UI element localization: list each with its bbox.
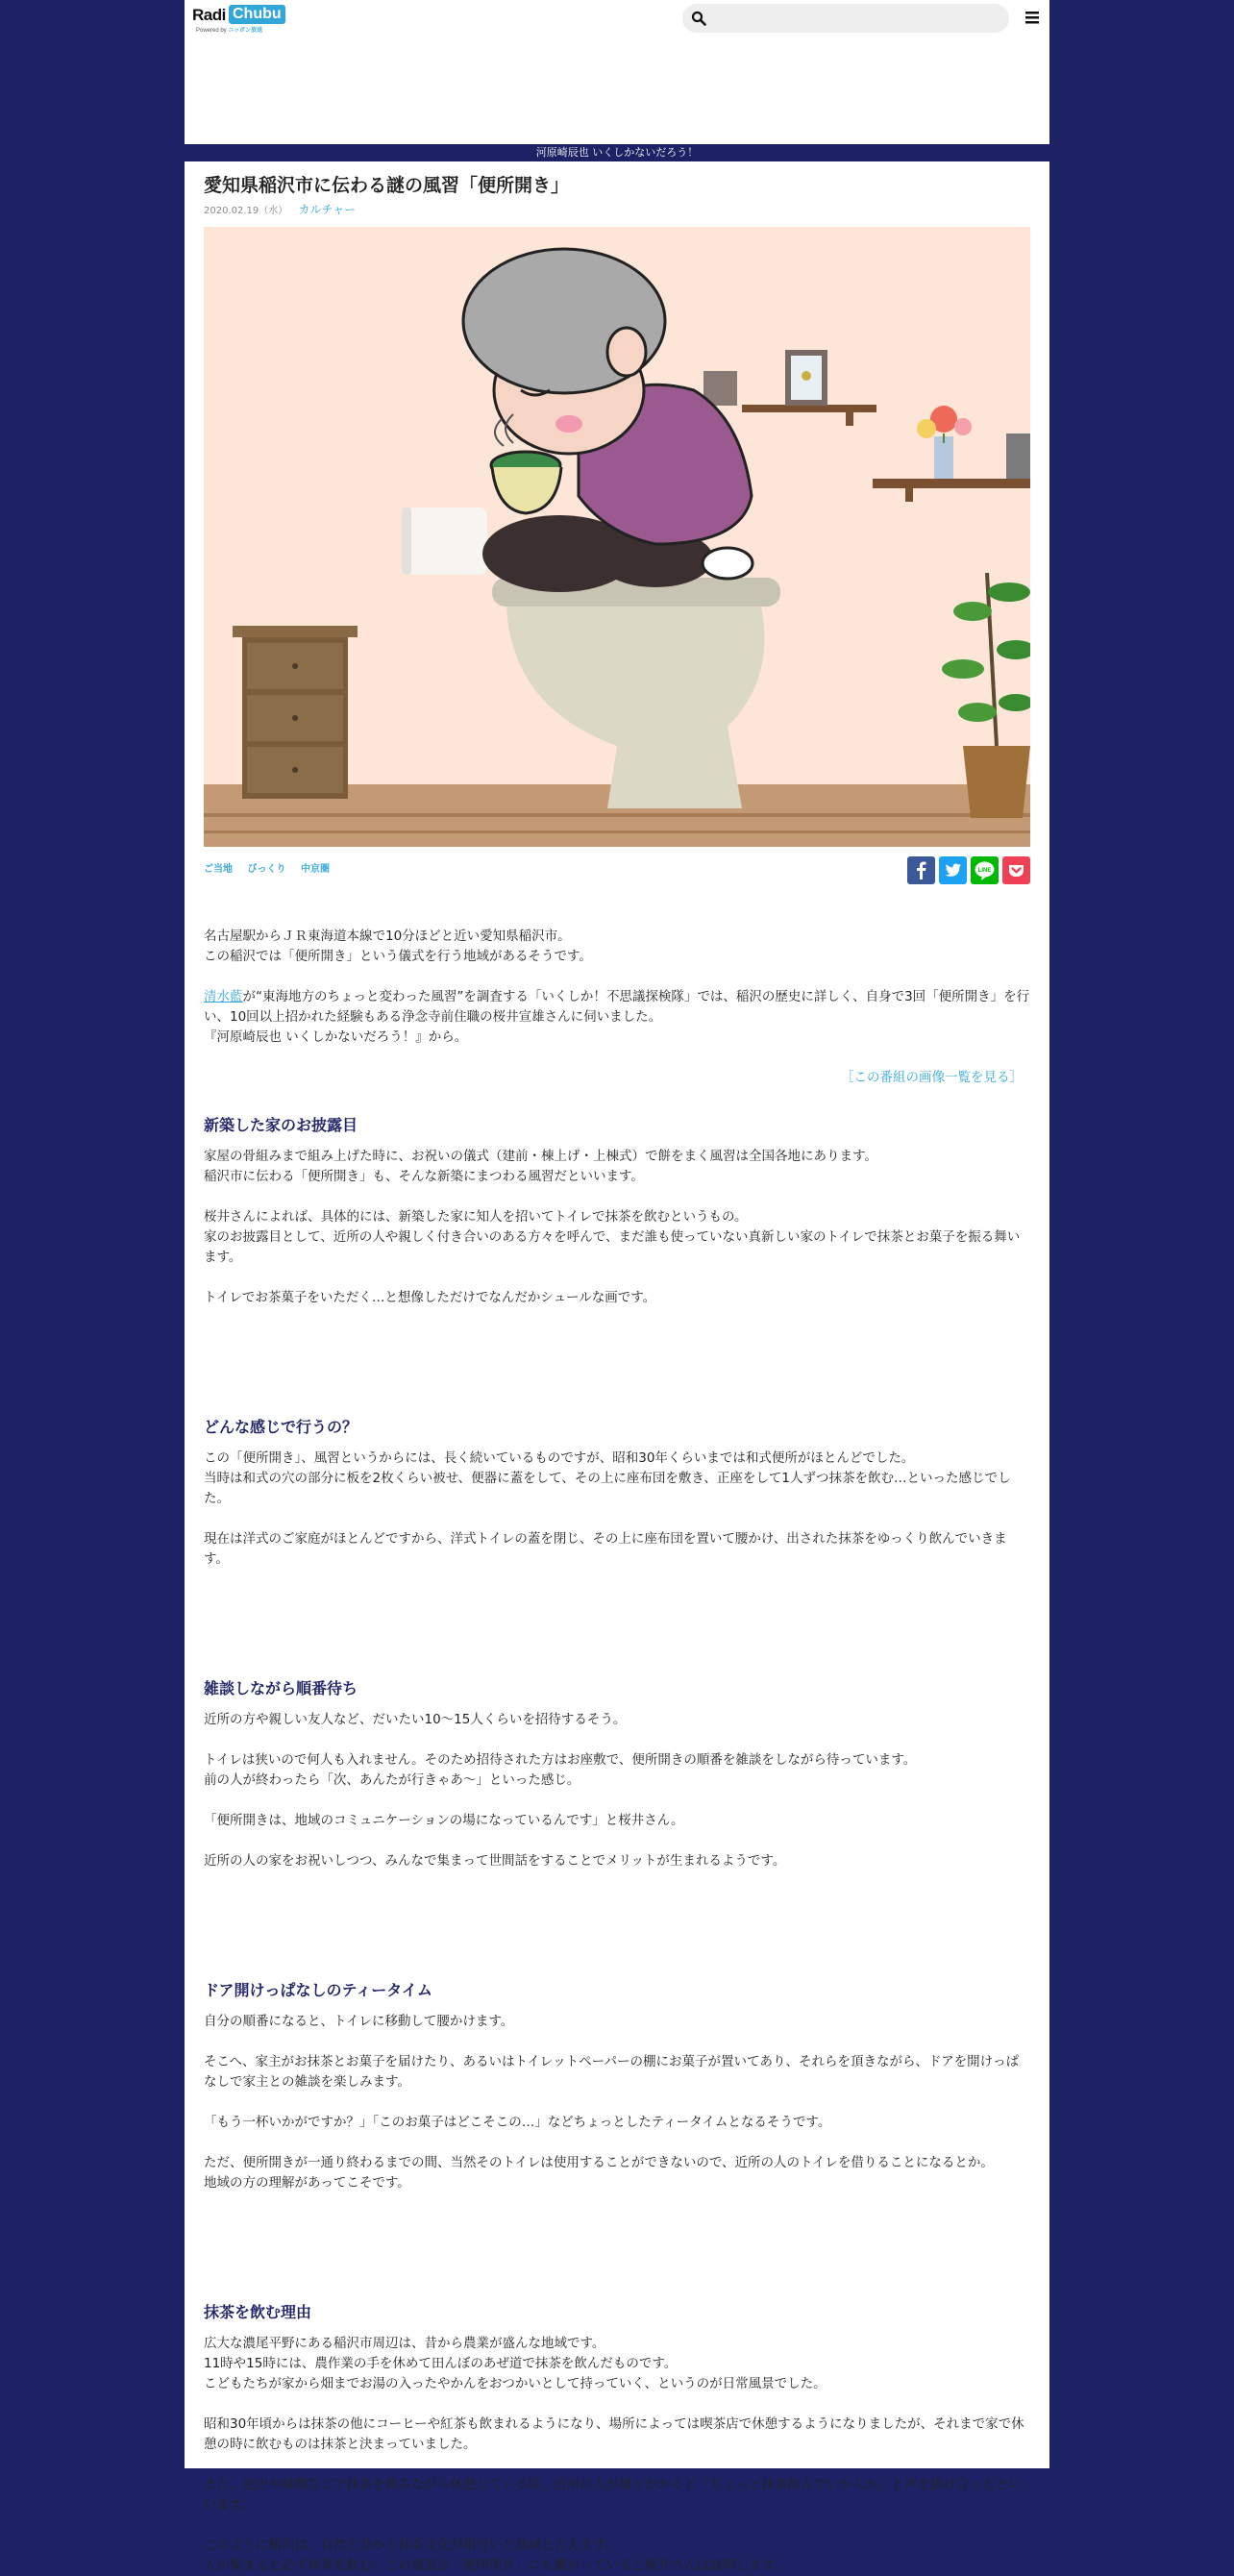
tag-list <box>204 860 341 875</box>
section-paragraph: 「便所開きは、地域のコミュニケーションの場になっているんです」と桜井さん。 <box>204 1813 684 1828</box>
section-paragraph: 家屋の骨組みまで組み上げた時に、お祝いの儀式（建前・棟上げ・上棟式）で餅をまく風習は全国各地にあります。 稲沢市に伝わる「便所開き」も、そんな新築にまつわる風習だといいます。 <box>204 1149 877 1184</box>
line-share-icon[interactable] <box>971 856 999 884</box>
article-meta <box>204 201 1030 217</box>
logo-text-chubu: Chubu <box>229 5 285 24</box>
logo-text-radi: Radi <box>192 6 226 24</box>
share-buttons <box>907 856 1030 884</box>
section-paragraph: ただ、便所開きが一通り終わるまでの間、当然そのトイレは使用することができないので、近所の人のトイレを借りることになるとか。 地域の方の理解があってこそです。 <box>204 2155 994 2191</box>
program-bar[interactable]: 河原崎辰也 いくしかないだろう！ <box>185 144 1049 161</box>
program-images-link[interactable]: ［この番組の画像一覧を見る］ <box>841 1070 1023 1085</box>
toilet-paper-illustration <box>402 508 487 575</box>
section-heading: どんな感じで行うの？ <box>204 1418 358 1436</box>
hamburger-menu-icon[interactable] <box>1024 10 1040 25</box>
section-heading: ドア開けっぱなしのティータイム <box>204 1981 432 1999</box>
article-title: 愛知県稲沢市に伝わる謎の風習「便所開き」 <box>204 175 570 196</box>
section-heading: 新築した家のお披露目 <box>204 1116 358 1134</box>
section-paragraph: 現在は洋式のご家庭がほとんどですから、洋式トイレの蓋を閉じ、その上に座布団を置いて腰かけ、出された抹茶をゆっくり飲んでいきます。 <box>204 1531 1007 1567</box>
site-header <box>185 0 1049 38</box>
section-paragraph: 「もう一杯いかがですか？」「このお菓子はどこそこの…」などちょっとしたティータイムとなるそうです。 <box>204 2115 831 2130</box>
section-paragraph: このように稲沢は、自然と昔から抹茶文化が根付いた地域と言えます。 人が集まると必ず抹茶を飲む。この風習が「便所開き」にも繋がっていると桜井さんは説明します。 <box>204 2538 787 2573</box>
ad-space <box>185 38 1049 144</box>
article-body <box>204 927 1030 2576</box>
tag-link[interactable]: ご当地 <box>204 864 233 875</box>
logo-powered-by: Powered by ニッポン放送 <box>196 28 263 34</box>
section-paragraph: この「便所開き」、風習というからには、長く続いているものですが、昭和30年くらいまでは和式便所がほとんどでした。 当時は和式の穴の部分に板を2枚くらい被せ、便器に蓋をして、その上に座布団を敷き、正座をして1人ずつ抹茶を飲む…といった感じでした。 <box>204 1450 1011 1506</box>
section-spacer <box>204 1590 1030 1651</box>
hero-illustration <box>204 227 1030 847</box>
article-category-link[interactable]: カルチャー <box>298 203 357 216</box>
section-paragraph: 桜井さんによれば、具体的には、新築した家に知人を招いてトイレで抹茶を飲むというもの。 家のお披露目として、近所の人や親しく付き合いのある方々を呼んで、まだ誰も使っていない真新しい家のトイレで抹茶とお菓子を振る舞います。 <box>204 1209 1021 1265</box>
section-spacer <box>204 1328 1030 1390</box>
svg-text:LINE: LINE <box>977 868 992 874</box>
twitter-share-icon[interactable] <box>939 856 967 884</box>
tag-link[interactable]: 中京圏 <box>300 864 330 875</box>
section-paragraph: 昭和30年頃からは抹茶の他にコーヒーや紅茶も飲まれるようになり、場所によっては喫茶店で休憩するようになりましたが、それまで家で休憩の時に飲むものは抹茶と決まっていました。 <box>204 2416 1024 2452</box>
section-spacer <box>204 2214 1030 2275</box>
section-heading: 雑談しながら順番待ち <box>204 1679 358 1697</box>
reporter-link[interactable]: 清水藍 <box>204 989 243 1004</box>
section-spacer <box>204 1892 1030 1953</box>
section-paragraph: そこへ、家主がお抹茶とお菓子を届けたり、あるいはトイレットペーパーの棚にお菓子が置いてあり、それらを頂きながら、ドアを開けっぱなしで家主との雑談を楽しみます。 <box>204 2054 1020 2090</box>
pocket-share-icon[interactable] <box>1002 856 1030 884</box>
search-input[interactable] <box>713 4 1001 35</box>
section-paragraph: 自分の順番になると、トイレに移動して腰かけます。 <box>204 2014 514 2029</box>
section-paragraph: トイレでお茶菓子をいただく…と想像しただけでなんだかシュールな画です。 <box>204 1290 656 1305</box>
section-paragraph: 広大な濃尾平野にある稲沢市周辺は、昔から農業が盛んな地域です。 11時や15時には、農作業の手を休めて田んぼのあぜ道で抹茶を飲んだものです。 こどもたちが家から畑までお湯の入ったやかんをおつかいとして持っていく、というのが日常風景でした。 <box>204 2336 827 2391</box>
tag-share-row <box>204 855 1030 893</box>
page <box>185 0 1049 2573</box>
section-paragraph: トイレは狭いので何人も入れません。そのため招待された方はお座敷で、便所開きの順番を雑談をしながら待っています。 前の人が終わったら「次、あんたが行きゃあ～」といった感じ。 <box>204 1752 917 1788</box>
section-paragraph: 近所の方や親しい友人など、だいたい10～15人くらいを招待するそう。 <box>204 1712 627 1727</box>
site-logo[interactable] <box>192 4 288 35</box>
search-box <box>682 4 1009 33</box>
facebook-share-icon[interactable] <box>907 856 935 884</box>
tag-link[interactable]: びっくり <box>247 864 286 875</box>
intro-paragraph-2: 清水藍が“東海地方のちょっと変わった風習”を調査する「いくしか！不思議探検隊」では、稲沢の歴史に詳しく、自身で3回「便所開き」を行い、10回以上招かれた経験もある浄念寺前住職の桜井宣雄さんに伺いました。 『河原崎辰也 いくしかないだろう！』から。 <box>204 989 1030 1045</box>
section-paragraph: また、庭先や縁側などで抹茶を飲みながら休憩している時、近所の人が通りがかると「ちょっと抹茶飲んでいかんか」と声を掛け合ったといいます。 <box>204 2477 1022 2513</box>
search-icon[interactable] <box>691 11 706 26</box>
section-paragraph: 近所の人の家をお祝いしつつ、みんなで集まって世間話をすることでメリットが生まれるようです。 <box>204 1853 786 1869</box>
cabinet-illustration <box>233 626 358 799</box>
article <box>185 171 1049 2576</box>
article-date: 2020.02.19（水） <box>204 206 288 216</box>
intro-paragraph: 名古屋駅からＪＲ東海道本線で10分ほどと近い愛知県稲沢市。 この稲沢では「便所開き」という儀式を行う地域があるそうです。 <box>204 929 592 964</box>
section-heading: 抹茶を飲む理由 <box>204 2303 312 2321</box>
